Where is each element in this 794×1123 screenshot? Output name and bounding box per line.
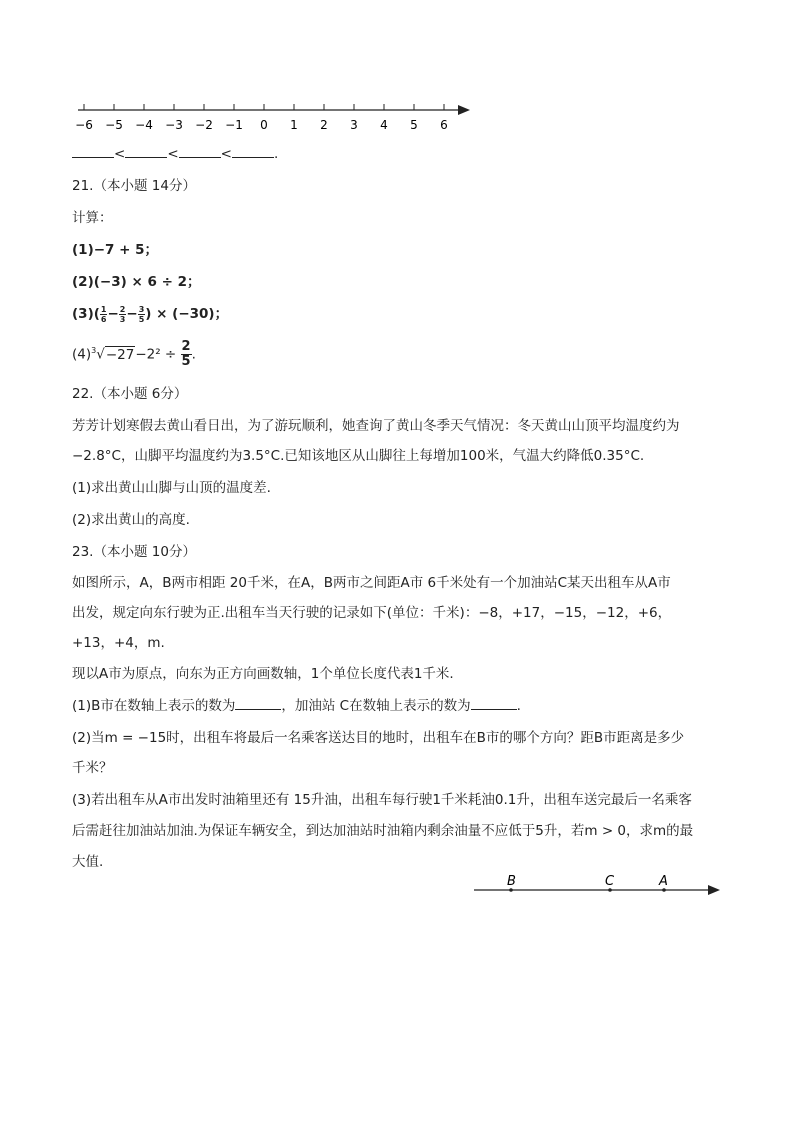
blank[interactable] [232, 145, 274, 158]
blank[interactable] [125, 145, 167, 158]
number-line-tick-label: −6 [75, 118, 93, 132]
number-line-tick-label: −4 [135, 118, 153, 132]
q21-part2: (2)(−3) × 6 ÷ 2； [72, 274, 201, 290]
q23-header: 23.（本小题 10分） [72, 544, 196, 560]
number-line-tick-label: 6 [440, 118, 448, 132]
blank[interactable] [235, 697, 281, 710]
number-line-tick-label: −2 [195, 118, 213, 132]
number-line [70, 98, 480, 138]
blank[interactable] [179, 145, 221, 158]
order-blanks-line: < < < . [72, 144, 278, 164]
bca-number-line-figure [470, 872, 730, 902]
number-line-tick-label: −5 [105, 118, 123, 132]
label-c: C [605, 874, 615, 889]
q23-part3-b: 后需赶往加油站加油.为保证车辆安全，到达加油站时油箱内剩余油量不应低于5升，若m > 0，求m的最 [72, 823, 694, 839]
label-a: A [659, 874, 668, 889]
q23-line2: 出发，规定向东行驶为正.出租车当天行驶的记录如下(单位：千米)：−8，+17，−15，−12，+6， [72, 605, 672, 621]
number-line-tick-label: 4 [380, 118, 388, 132]
number-line-tick-label: 1 [290, 118, 298, 132]
q21-header: 21.（本小题 14分） [72, 178, 196, 194]
number-line-tick-label: 2 [320, 118, 328, 132]
q22-line1: 芳芳计划寒假去黄山看日出，为了游玩顺利，她查询了黄山冬季天气情况：冬天黄山山顶平均温度约为 [72, 418, 680, 434]
q21-intro: 计算： [72, 210, 113, 226]
number-line-tick-label: 0 [260, 118, 268, 132]
q23-part2-b: 千米？ [72, 760, 113, 776]
q21-part3: (3)( $\frac{1}{6}$ − $\frac{2}{3}$ − $\frac{3}{5}$ ) × (−30)； [72, 304, 229, 324]
label-b: B [507, 874, 516, 889]
blank[interactable] [471, 697, 517, 710]
blank[interactable] [72, 145, 114, 158]
q22-part1: (1)求出黄山山脚与山顶的温度差. [72, 480, 271, 496]
q23-line1: 如图所示，A，B两市相距 20千米，在A，B两市之间距A市 6千米处有一个加油站C某天出租车从A市 [72, 575, 671, 591]
q23-part2-a: (2)当m = −15时，出租车将最后一名乘客送达目的地时，出租车在B市的哪个方向？距B市距离是多少 [72, 730, 685, 746]
q22-part2: (2)求出黄山的高度. [72, 512, 190, 528]
q23-part3-c: 大值. [72, 854, 104, 870]
q21-part1: (1)−7 + 5； [72, 242, 159, 258]
number-line-tick-label: −3 [165, 118, 183, 132]
number-line-tick-label: −1 [225, 118, 243, 132]
q21-part4: $(4)^3√-27-2^2$ ÷ $\frac{2}{5}$ . [72, 339, 196, 369]
q23-line4: 现以A市为原点，向东为正方向画数轴，1个单位长度代表1千米. [72, 666, 454, 682]
q23-part1: (1)B市在数轴上表示的数为 ，加油站 C在数轴上表示的数为 . [72, 698, 521, 714]
number-line-tick-label: 5 [410, 118, 418, 132]
q22-header: 22.（本小题 6分） [72, 386, 188, 402]
q23-line3: +13，+4，m. [72, 635, 165, 651]
q22-line2: −2.8°C，山脚平均温度约为3.5°C.已知该地区从山脚往上每增加100米，气温大约降低0.35°C. [72, 448, 645, 464]
number-line-tick-label: 3 [350, 118, 358, 132]
q23-part3-a: (3)若出租车从A市出发时油箱里还有 15升油，出租车每行驶1千米耗油0.1升，出租车送完最后一名乘客 [72, 792, 692, 808]
